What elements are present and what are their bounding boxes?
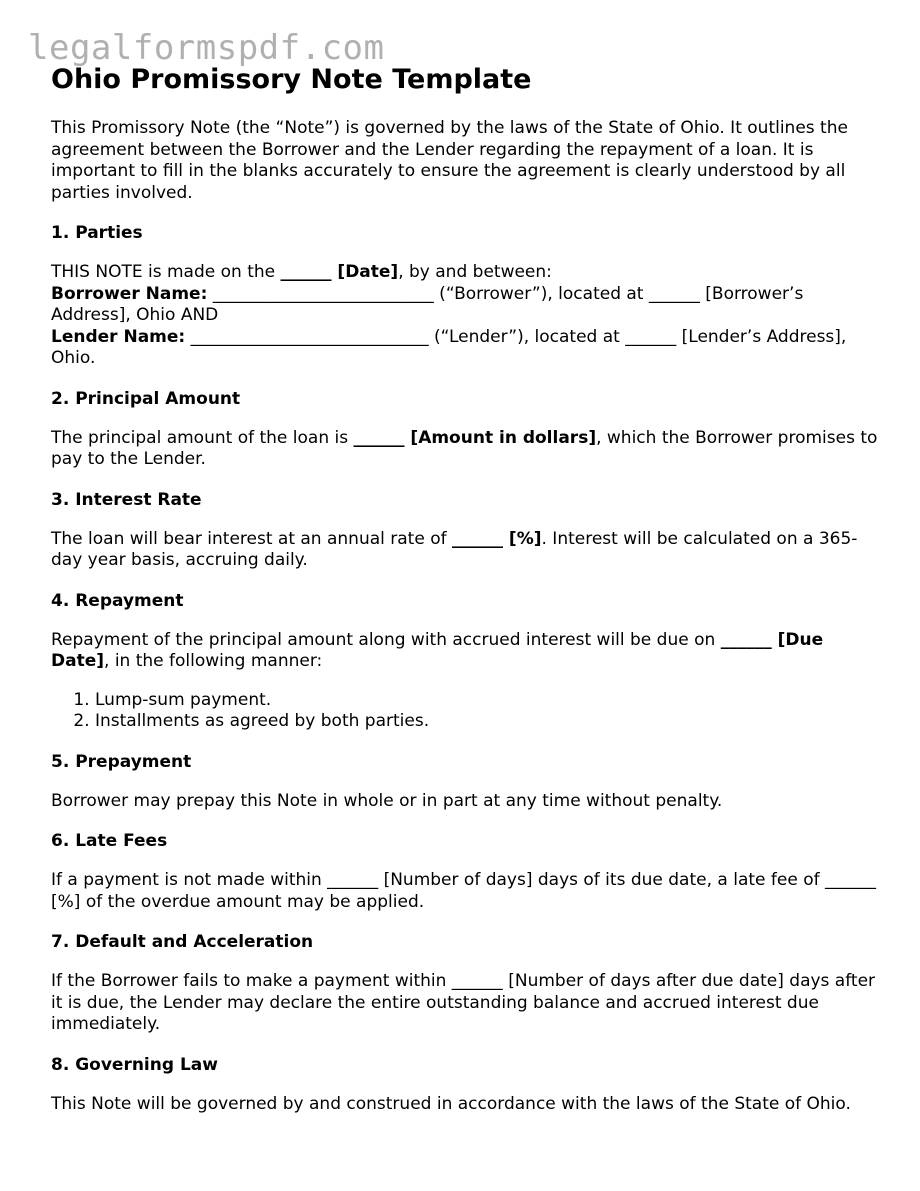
principal-prefix: The principal amount of the loan is	[51, 427, 354, 448]
interest-suffix: . Interest will be calculated on a 365-day year basis, accruing daily.	[51, 528, 858, 570]
interest-paragraph	[51, 529, 881, 572]
parties-line1-prefix: THIS NOTE is made on the	[51, 262, 281, 282]
repayment-prefix: Repayment of the principal amount along with accrued interest will be due on	[51, 629, 721, 650]
repayment-list	[51, 690, 881, 733]
principal-paragraph	[51, 428, 881, 471]
principal-suffix: , which the Borrower promises to pay to the Lender.	[51, 427, 878, 469]
section-heading-default: 7. Default and Acceleration	[51, 932, 314, 952]
watermark: legalformspdf.com	[28, 28, 385, 68]
rate-blank: ______ [%]	[452, 528, 542, 549]
intro-paragraph: This Promissory Note (the “Note”) is governed by the laws of the State of Ohio. It outlines the agreement between the Borrower and the Lender regarding the repayment of a loan. It is important to fill in the blanks accurately to ensure the agreement is clearly understood by all parties involved.	[51, 118, 848, 203]
borrower-name-text: __________________________ (“Borrower”), located at ______ [Borrower’s Address], Ohio AND	[51, 283, 804, 325]
prepayment-paragraph: Borrower may prepay this Note in whole or in part at any time without penalty.	[51, 790, 723, 811]
section-heading-prepayment: 5. Prepayment	[51, 751, 192, 772]
section-heading-interest: 3. Interest Rate	[51, 489, 202, 510]
date-blank: ______ [Date]	[280, 262, 399, 282]
amount-blank: ______ [Amount in dollars]	[353, 427, 597, 448]
repayment-paragraph	[51, 630, 881, 673]
interest-prefix: The loan will bear interest at an annual rate of	[51, 528, 452, 549]
lender-name-label: Lender Name:	[51, 326, 186, 347]
page-title: Ohio Promissory Note Template	[51, 64, 532, 95]
late-fees-paragraph: If a payment is not made within ______ [Number of days] days of its due date, a late fee of ______ [%] of the overdue amount may be applied.	[51, 870, 876, 912]
lender-name-text: ____________________________ (“Lender”), located at ______ [Lender’s Address], Ohio.	[51, 326, 847, 368]
parties-paragraph	[51, 262, 881, 370]
parties-line1-suffix: , by and between:	[398, 262, 552, 282]
section-heading-principal: 2. Principal Amount	[51, 388, 241, 409]
document-body	[51, 60, 881, 1115]
due-date-blank: ______ [Due Date]	[51, 629, 824, 671]
default-paragraph: If the Borrower fails to make a payment within ______ [Number of days after due date] days after it is due, the Lender may declare the entire outstanding balance and accrued interest due immediately.	[51, 971, 876, 1034]
governing-law-paragraph: This Note will be governed by and construed in accordance with the laws of the State of Ohio.	[51, 1093, 851, 1114]
section-heading-late-fees: 6. Late Fees	[51, 831, 168, 851]
section-heading-repayment: 4. Repayment	[51, 590, 184, 611]
list-item: 1. Lump-sum payment.	[95, 690, 881, 712]
list-item: 2. Installments as agreed by both parties.	[95, 711, 881, 733]
section-heading-parties: 1. Parties	[51, 223, 143, 243]
repayment-suffix: , in the following manner:	[104, 651, 323, 671]
borrower-name-label: Borrower Name:	[51, 283, 208, 304]
section-heading-governing-law: 8. Governing Law	[51, 1054, 218, 1075]
